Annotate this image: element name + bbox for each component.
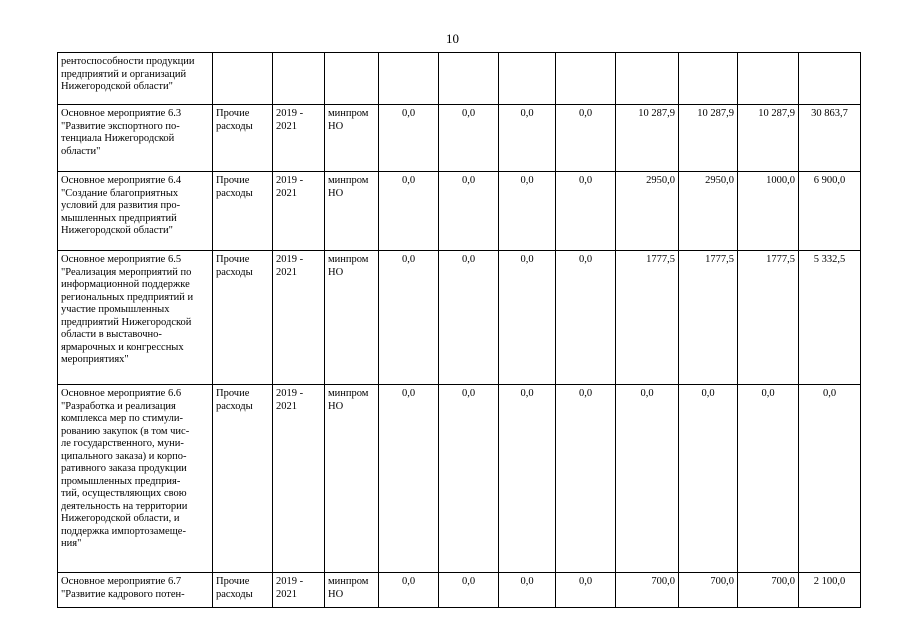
value-cell: 10 287,9 [738,105,799,172]
table-row [58,573,861,608]
value-cell: 0,0 [738,385,799,573]
value-cell: 0,0 [439,251,499,385]
budget-table [57,52,861,608]
expense-type: Прочие расходы [213,105,273,172]
period: 2019 - 2021 [273,105,325,172]
value-cell: 0,0 [499,573,556,608]
value-cell: 0,0 [379,251,439,385]
table-row [58,53,861,105]
activity-description: рентоспособности продукции предприятий и организаций Нижегородской области" [58,53,213,105]
executor: минпром НО [325,172,379,251]
value-cell [379,53,439,105]
period: 2019 - 2021 [273,573,325,608]
value-cell: 2 100,0 [799,573,861,608]
activity-description: Основное мероприятие 6.7 "Развитие кадрового потен- [58,573,213,608]
value-cell: 0,0 [499,251,556,385]
value-cell [616,53,679,105]
value-cell: 0,0 [499,385,556,573]
value-cell: 0,0 [379,573,439,608]
value-cell: 0,0 [679,385,738,573]
expense-type: Прочие расходы [213,172,273,251]
page-number: 10 [446,31,459,46]
value-cell: 0,0 [379,105,439,172]
value-cell [679,53,738,105]
value-cell: 0,0 [499,172,556,251]
activity-description: Основное мероприятие 6.4 "Создание благоприятных условий для развития про- мышленных предприятий Нижегородской области" [58,172,213,251]
period: 2019 - 2021 [273,251,325,385]
value-cell: 0,0 [616,385,679,573]
value-cell [556,53,616,105]
value-cell: 2950,0 [679,172,738,251]
period: 2019 - 2021 [273,385,325,573]
value-cell: 1000,0 [738,172,799,251]
period [273,53,325,105]
value-cell: 2950,0 [616,172,679,251]
value-cell: 0,0 [556,385,616,573]
value-cell: 0,0 [556,105,616,172]
value-cell: 0,0 [556,172,616,251]
value-cell: 0,0 [556,573,616,608]
value-cell [499,53,556,105]
executor [325,53,379,105]
value-cell: 700,0 [616,573,679,608]
value-cell [738,53,799,105]
value-cell: 0,0 [439,172,499,251]
value-cell: 0,0 [556,251,616,385]
activity-description: Основное мероприятие 6.3 "Развитие экспортного по- тенциала Нижегородской области" [58,105,213,172]
activity-description: Основное мероприятие 6.6 "Разработка и реализация комплекса мер по стимули- рованию закупок (в том чис- ле государственного, муни- ципального заказа) и корпо- ративного заказа продукции промышленных предприя- тий, осуществляющих свою деятельность на территории Нижегородской области, и поддержка импортозамеще- ния" [58,385,213,573]
executor: минпром НО [325,251,379,385]
value-cell: 1777,5 [616,251,679,385]
value-cell: 5 332,5 [799,251,861,385]
value-cell: 0,0 [379,172,439,251]
expense-type: Прочие расходы [213,573,273,608]
value-cell: 0,0 [439,573,499,608]
table-row [58,385,861,573]
expense-type [213,53,273,105]
value-cell: 0,0 [439,105,499,172]
value-cell: 10 287,9 [616,105,679,172]
value-cell: 30 863,7 [799,105,861,172]
value-cell: 6 900,0 [799,172,861,251]
value-cell: 0,0 [439,385,499,573]
activity-description: Основное мероприятие 6.5 "Реализация мероприятий по информационной поддержке региональных предприятий и участие промышленных предприятий Нижегородской области в выставочно- ярмарочных и конгрессных мероприятиях" [58,251,213,385]
period: 2019 - 2021 [273,172,325,251]
value-cell: 1777,5 [738,251,799,385]
value-cell: 0,0 [799,385,861,573]
table-row [58,172,861,251]
value-cell: 700,0 [679,573,738,608]
table-row [58,105,861,172]
table-row [58,251,861,385]
value-cell: 10 287,9 [679,105,738,172]
executor: минпром НО [325,385,379,573]
expense-type: Прочие расходы [213,385,273,573]
value-cell: 700,0 [738,573,799,608]
value-cell [799,53,861,105]
executor: минпром НО [325,573,379,608]
value-cell: 0,0 [379,385,439,573]
expense-type: Прочие расходы [213,251,273,385]
value-cell: 1777,5 [679,251,738,385]
executor: минпром НО [325,105,379,172]
value-cell: 0,0 [499,105,556,172]
value-cell [439,53,499,105]
